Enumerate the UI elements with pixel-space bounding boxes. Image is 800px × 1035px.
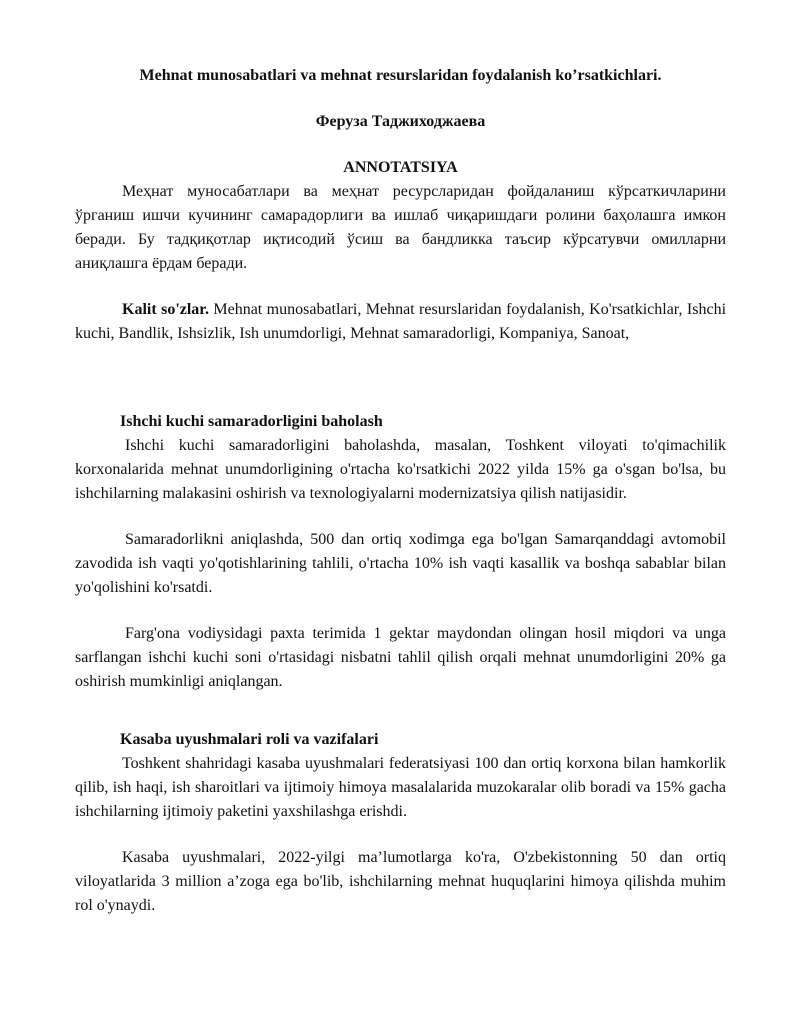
annotation-text: Меҳнат муносабатлари ва меҳнат ресурсларидан фойдаланиш кўрсаткичларини ўрганиш ишчи кучининг самарадорлиги ва ишлаб чиқаришдаги ролини баҳолашга имкон беради. Бу тадқиқотлар иқтисодий ўсиш ва бандликка таъсир кўрсатувчи омилларни аниқлашга ёрдам беради. bbox=[75, 183, 726, 272]
section-paragraph: Kasaba uyushmalari, 2022-yilgi ma’lumotlarga ko'ra, O'zbekistonning 50 dan ortiq viloyatlarida 3 million a’zoga ega bo'lib, ishchilarning mehnat huquqlarini himoya qilishda muhim rol o'ynaydi. bbox=[75, 849, 726, 914]
section-paragraph: Samaradorlikni aniqlashda, 500 dan ortiq xodimga ega bo'lgan Samarqanddagi avtomobil zavodida ish vaqti yo'qotishlarining tahlili, o'rtacha 10% ish vaqti kasallik va boshqa sabablar bilan yo'qolishini ko'rsatdi. bbox=[75, 531, 726, 596]
section-paragraph: Toshkent shahridagi kasaba uyushmalari federatsiyasi 100 dan ortiq korxona bilan hamkorlik qilib, ish haqi, ish sharoitlari va ijtimoiy himoya masalalarida muzokaralar olib boradi va 15% gacha ishchilarning ijtimoiy paketini yaxshilashga erishdi. bbox=[75, 755, 726, 820]
document-title: Mehnat munosabatlari va mehnat resurslaridan foydalanish ko’rsatkichlari. bbox=[139, 67, 662, 84]
section-heading: Kasaba uyushmalari roli va vazifalari bbox=[120, 731, 379, 748]
document-body bbox=[75, 64, 726, 918]
section-paragraph: Ishchi kuchi samaradorligini baholashda, masalan, Toshkent viloyati to'qimachilik korxonalarida mehnat unumdorligining o'rtacha ko'rsatkichi 2022 yilda 15% ga o'sgan bo'lsa, bu ishchilarning malakasini oshirish va texnologiyalarni modernizatsiya qilish natijasidir. bbox=[75, 437, 726, 502]
author-name: Феруза Таджиходжаева bbox=[315, 113, 486, 130]
keywords-paragraph bbox=[75, 298, 726, 346]
keywords-text: Mehnat munosabatlari, Mehnat resurslaridan foydalanish, Ko'rsatkichlar, Ishchi kuchi, Bandlik, Ishsizlik, Ish unumdorligi, Mehnat samaradorligi, Kompaniya, Sanoat, bbox=[75, 301, 727, 342]
section-heading: Ishchi kuchi samaradorligini baholash bbox=[120, 413, 383, 430]
keywords-label: Kalit so'zlar. bbox=[122, 301, 209, 318]
section-paragraph: Farg'ona vodiysidagi paxta terimida 1 gektar maydondan olingan hosil miqdori va unga sarflangan ishchi kuchi soni o'rtasidagi nisbatni tahlil qilish orqali mehnat unumdorligini 20% ga oshirish mumkinligi aniqlangan. bbox=[75, 625, 726, 690]
annotation-heading: ANNOTATSIYA bbox=[343, 159, 458, 176]
